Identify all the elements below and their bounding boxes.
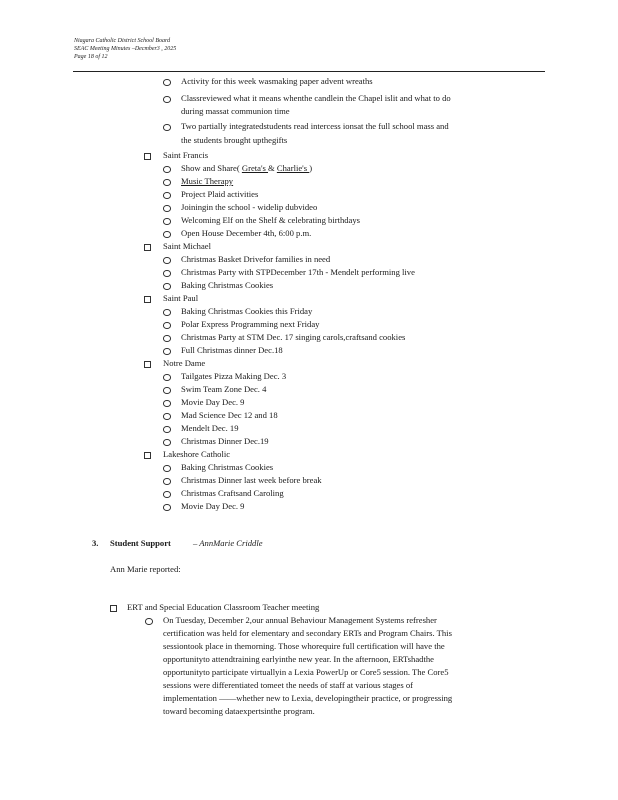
paragraph-line: opportunityto attendtraining earlyinthe new year. In the afternoon, ERTshadthe bbox=[163, 654, 434, 664]
header-page: Page 18 of 12 bbox=[74, 54, 108, 60]
square-bullet-icon bbox=[144, 244, 151, 251]
circle-bullet-icon bbox=[163, 387, 171, 394]
list-item: Christmas Party with STPDecember 17th - Mendelt performing live bbox=[181, 267, 415, 277]
paragraph-line: sessions were differentiated tomeet the needs of staff at various stages of bbox=[163, 680, 414, 690]
paragraph-line: implementation ——whether new to Lexia, developingtheir practice, or progressing bbox=[163, 693, 453, 703]
list-item: Activity for this week wasmaking paper advent wreaths bbox=[181, 76, 373, 86]
list-item: Welcoming Elf on the Shelf & celebrating birthdays bbox=[181, 215, 361, 225]
circle-bullet-icon bbox=[163, 491, 171, 498]
circle-bullet-icon bbox=[163, 205, 171, 212]
circle-bullet-icon bbox=[163, 348, 171, 355]
bullet-heading: ERT and Special Education Classroom Teacher meeting bbox=[127, 602, 320, 612]
circle-bullet-icon bbox=[163, 257, 171, 264]
circle-bullet-icon bbox=[163, 79, 171, 86]
school-name: Notre Dame bbox=[163, 358, 206, 368]
circle-bullet-icon bbox=[163, 124, 171, 131]
square-bullet-icon bbox=[144, 153, 151, 160]
circle-bullet-icon bbox=[163, 192, 171, 199]
paragraph-line: sessiontook place in themorning. Those whorequire full certification will have the bbox=[163, 641, 445, 651]
list-item: Mendelt Dec. 19 bbox=[181, 423, 239, 433]
list-item-link[interactable]: Music Therapy bbox=[181, 176, 234, 186]
circle-bullet-icon bbox=[163, 96, 171, 103]
paragraph-line: toward becoming dataexpertsinthe program. bbox=[163, 706, 315, 716]
circle-bullet-icon bbox=[163, 504, 171, 511]
paragraph-line: On Tuesday, December 2,our annual Behaviour Management Systems refresher bbox=[163, 615, 437, 625]
header-rule bbox=[73, 71, 545, 72]
circle-bullet-icon bbox=[163, 166, 171, 173]
circle-bullet-icon bbox=[163, 231, 171, 238]
section-presenter: – AnnMarie Criddle bbox=[193, 538, 263, 548]
circle-bullet-icon bbox=[163, 283, 171, 290]
list-item: Christmas Basket Drivefor families in need bbox=[181, 254, 331, 264]
section-title: Student Support bbox=[110, 538, 171, 548]
square-bullet-icon bbox=[144, 452, 151, 459]
list-item: Project Plaid activities bbox=[181, 189, 259, 199]
header-meeting: SEAC Meeting Minutes –Decmber3 , 2025 bbox=[74, 46, 177, 52]
list-item: Swim Team Zone Dec. 4 bbox=[181, 384, 267, 394]
section-number: 3. bbox=[92, 538, 99, 548]
header-org: Niagara Catholic District School Board bbox=[74, 38, 171, 44]
list-item: Full Christmas dinner Dec.18 bbox=[181, 345, 283, 355]
list-item: Christmas Craftsand Caroling bbox=[181, 488, 284, 498]
list-item-continued: the students brought upthegifts bbox=[181, 135, 288, 145]
reported-text: Ann Marie reported: bbox=[110, 564, 181, 574]
circle-bullet-icon bbox=[163, 439, 171, 446]
list-item: Baking Christmas Cookies bbox=[181, 280, 274, 290]
circle-bullet-icon bbox=[145, 618, 153, 625]
circle-bullet-icon bbox=[163, 218, 171, 225]
list-item: Two partially integratedstudents read intercess ionsat the full school mass and bbox=[181, 121, 449, 131]
circle-bullet-icon bbox=[163, 465, 171, 472]
circle-bullet-icon bbox=[163, 309, 171, 316]
circle-bullet-icon bbox=[163, 270, 171, 277]
square-bullet-icon bbox=[144, 361, 151, 368]
school-name: Saint Michael bbox=[163, 241, 211, 251]
list-item: Christmas Dinner last week before break bbox=[181, 475, 322, 485]
circle-bullet-icon bbox=[163, 413, 171, 420]
list-item: Baking Christmas Cookies bbox=[181, 462, 274, 472]
school-name: Saint Francis bbox=[163, 150, 209, 160]
circle-bullet-icon bbox=[163, 335, 171, 342]
school-name: Saint Paul bbox=[163, 293, 199, 303]
paragraph-line: opportunityto participate virtuallyin a Lexia PowerUp or Core5 session. The Core5 bbox=[163, 667, 449, 677]
circle-bullet-icon bbox=[163, 322, 171, 329]
school-name: Lakeshore Catholic bbox=[163, 449, 231, 459]
list-item: Movie Day Dec. 9 bbox=[181, 397, 245, 407]
list-item: Movie Day Dec. 9 bbox=[181, 501, 245, 511]
list-item: Polar Express Programming next Friday bbox=[181, 319, 320, 329]
list-item: Open House December 4th, 6:00 p.m. bbox=[181, 228, 312, 238]
list-item: Mad Science Dec 12 and 18 bbox=[181, 410, 278, 420]
list-item: Christmas Dinner Dec.19 bbox=[181, 436, 269, 446]
list-item: Classreviewed what it means whenthe candlein the Chapel islit and what to do bbox=[181, 93, 451, 103]
list-item: Baking Christmas Cookies this Friday bbox=[181, 306, 313, 316]
list-item: Show and Share( Greta's & Charlie's ) bbox=[181, 163, 313, 173]
square-bullet-icon bbox=[144, 296, 151, 303]
page-header bbox=[74, 37, 176, 61]
circle-bullet-icon bbox=[163, 478, 171, 485]
circle-bullet-icon bbox=[163, 374, 171, 381]
list-item: Joiningin the school - widelip dubvideo bbox=[181, 202, 318, 212]
circle-bullet-icon bbox=[163, 179, 171, 186]
circle-bullet-icon bbox=[163, 400, 171, 407]
list-item: Tailgates Pizza Making Dec. 3 bbox=[181, 371, 287, 381]
list-item: Christmas Party at STM Dec. 17 singing carols,craftsand cookies bbox=[181, 332, 406, 342]
paragraph-line: certification was held for elementary and secondary ERTs and Program Chairs. This bbox=[163, 628, 452, 638]
list-item-continued: during massat communion time bbox=[181, 106, 290, 116]
circle-bullet-icon bbox=[163, 426, 171, 433]
square-bullet-icon bbox=[110, 605, 117, 612]
